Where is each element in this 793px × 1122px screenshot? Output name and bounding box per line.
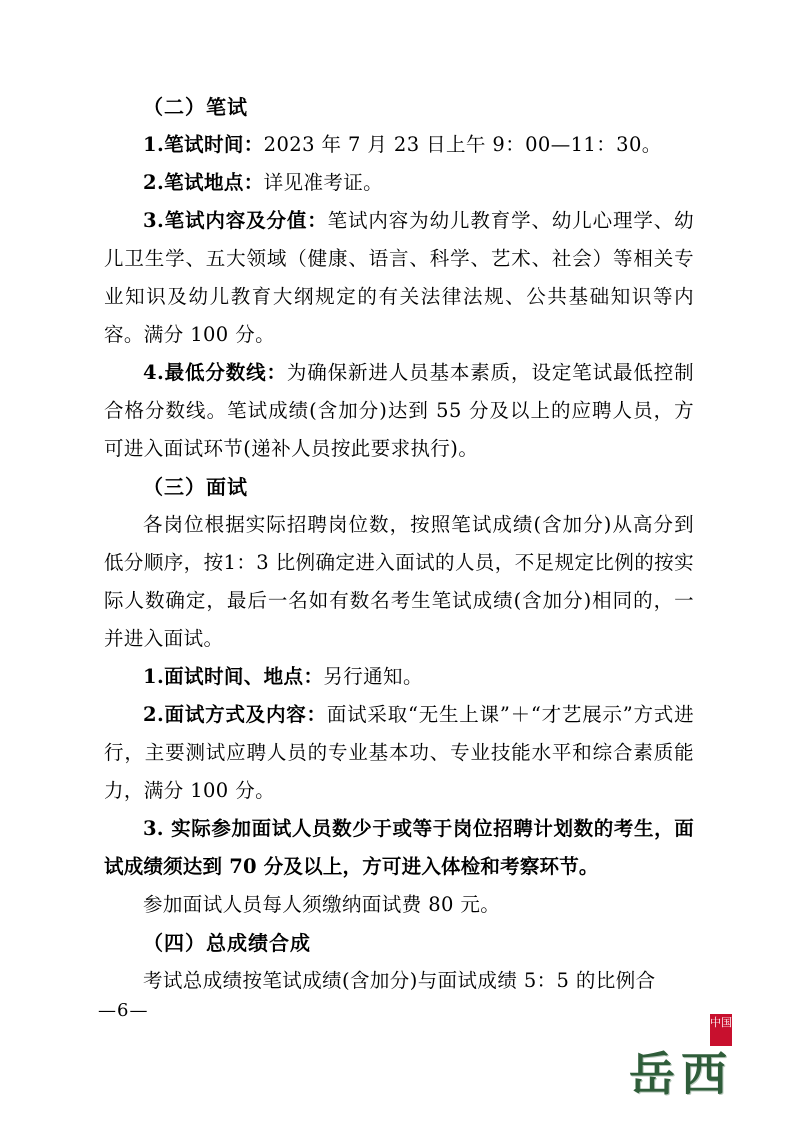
paragraph-total-score: 考试总成绩按笔试成绩(含加分)与面试成绩 5：5 的比例合 — [143, 969, 656, 992]
text-interview-time: 另行通知。 — [323, 665, 423, 688]
label-exam-place: 2.笔试地点： — [143, 171, 264, 194]
text-exam-content: 笔试内容为幼儿教育学、幼儿心理学、幼儿卫生学、五大领域（健康、语言、科学、艺术、社会）等相关专业知识及幼儿教育大纲规定的有关法律法规、公共基础知识等内容。满分 100 分。 — [104, 209, 695, 346]
label-exam-content: 3.笔试内容及分值： — [143, 209, 328, 232]
label-exam-time: 1.笔试时间： — [143, 133, 264, 156]
paragraph-interview-time — [104, 658, 694, 696]
paragraph-interview-threshold: 3. 实际参加面试人员数少于或等于岗位招聘计划数的考生，面试成绩须达到 70 分及以上，方可进入体检和考察环节。 — [104, 817, 694, 878]
seal-name: 岳西 — [629, 1047, 733, 1101]
paragraph-interview-method — [104, 696, 694, 810]
text-interview-method: 面试采取“无生上课”＋“才艺展示”方式进行，主要测试应聘人员的专业基本功、专业技能水平和综合素质能力，满分 100 分。 — [104, 703, 694, 802]
section-heading-written-exam: （二）笔试 — [143, 95, 248, 119]
text-exam-place: 详见准考证。 — [263, 171, 384, 194]
label-interview-method: 2.面试方式及内容： — [143, 703, 327, 726]
paragraph-min-score — [104, 354, 694, 468]
paragraph-exam-content — [104, 202, 694, 354]
paragraph-exam-place — [104, 164, 694, 202]
label-min-score: 4.最低分数线： — [143, 361, 287, 384]
seal-logo — [629, 1012, 749, 1104]
section-heading-interview: （三）面试 — [143, 475, 248, 499]
paragraph-interview-fee: 参加面试人员每人须缴纳面试费 80 元。 — [143, 893, 501, 916]
label-interview-time: 1.面试时间、地点： — [143, 665, 324, 688]
section-heading-total-score: （四）总成绩合成 — [143, 931, 311, 955]
text-exam-time: 2023 年 7 月 23 日上午 9：00—11：30。 — [263, 133, 662, 156]
page-number: —6— — [98, 1000, 149, 1021]
paragraph-interview-ratio: 各岗位根据实际招聘岗位数，按照笔试成绩(含加分)从高分到低分顺序，按1：3 比例确定进入面试的人员，不足规定比例的按实际人数确定，最后一名如有数名考生笔试成绩(含加分)相同的，一并进入面试。 — [104, 513, 694, 650]
paragraph-exam-time — [104, 126, 694, 164]
seal-badge: 中国 — [710, 1014, 732, 1046]
text-min-score: 为确保新进人员基本素质，设定笔试最低控制合格分数线。笔试成绩(含加分)达到 55 分及以上的应聘人员，方可进入面试环节(递补人员按此要求执行)。 — [104, 361, 694, 460]
document-body — [104, 88, 694, 1000]
